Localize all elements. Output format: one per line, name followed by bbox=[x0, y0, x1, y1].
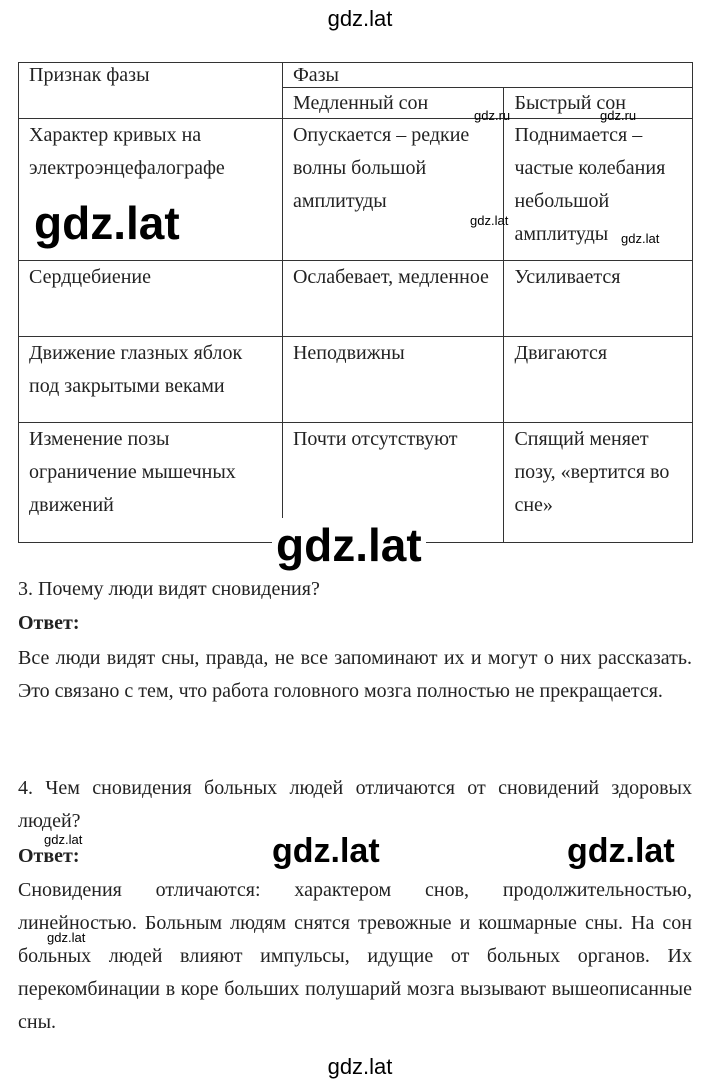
slow-cell: Почти отсутствуют bbox=[282, 423, 504, 543]
feature-cell: Характер кривых на электроэнцефалографе bbox=[19, 119, 283, 261]
fast-cell: Поднимается – частые колебания небольшой амплитуды bbox=[504, 119, 693, 261]
fast-cell: Спящий меняет позу, «вертится во сне» bbox=[504, 423, 693, 543]
header-feature: Признак фазы bbox=[19, 63, 283, 119]
watermark-small: gdz.ru bbox=[474, 108, 511, 123]
fast-cell: Двигаются bbox=[504, 337, 693, 423]
sleep-phases-table bbox=[18, 62, 693, 543]
header-slow-sleep: Медленный сон bbox=[282, 88, 504, 119]
feature-cell: Изменение позы ограничение мышечных движений bbox=[19, 423, 283, 543]
header-fast-sleep: Быстрый сон bbox=[504, 88, 693, 119]
table-row bbox=[19, 337, 693, 423]
slow-cell: Ослабевает, медленное bbox=[282, 261, 504, 337]
answer-4-label: Ответ: bbox=[18, 845, 80, 867]
answer-3-label: Ответ: bbox=[18, 612, 80, 634]
table-row bbox=[19, 261, 693, 337]
fast-cell: Усиливается bbox=[504, 261, 693, 337]
feature-cell: Движение глазных яблок под закрытыми веками bbox=[19, 337, 283, 423]
watermark-small: gdz.lat bbox=[47, 930, 86, 945]
answer-4-text: Сновидения отличаются: характером снов, продолжительностью, линейностью. Больным людям снятся тревожные и кошмарные сны. На сон больных людей влияют импульсы, идущие от больных органов. Их перекомбинации в коре больших полушарий мозга вызывают вышеописанные сны. bbox=[18, 879, 692, 1033]
watermark-small: gdz.lat bbox=[470, 213, 509, 228]
watermark-top: gdz.lat bbox=[327, 6, 393, 31]
answer-3-text: Все люди видят сны, правда, не все запоминают их и могут о них рассказать. Это связано с тем, что работа головного мозга полностью не прекращается. bbox=[18, 647, 692, 702]
header-phases: Фазы bbox=[282, 63, 692, 88]
watermark-answer-center: gdz.lat bbox=[268, 832, 384, 871]
watermark-small: gdz.lat bbox=[44, 832, 83, 847]
question-3: 3. Почему люди видят сновидения? bbox=[18, 578, 320, 600]
feature-cell: Сердцебиение bbox=[19, 261, 283, 337]
watermark-answer-right: gdz.lat bbox=[563, 832, 679, 871]
watermark-bottom: gdz.lat bbox=[327, 1054, 393, 1079]
watermark-small: gdz.ru bbox=[600, 108, 637, 123]
watermark-table-center: gdz.lat bbox=[272, 518, 426, 572]
watermark-big: gdz.lat bbox=[34, 197, 180, 249]
watermark-small: gdz.lat bbox=[621, 231, 660, 246]
slow-cell: Неподвижны bbox=[282, 337, 504, 423]
slow-cell: Опускается – редкие волны большой амплитуды bbox=[282, 119, 504, 261]
question-4: 4. Чем сновидения больных людей отличаются от сновидений здоровых людей? bbox=[18, 777, 692, 832]
